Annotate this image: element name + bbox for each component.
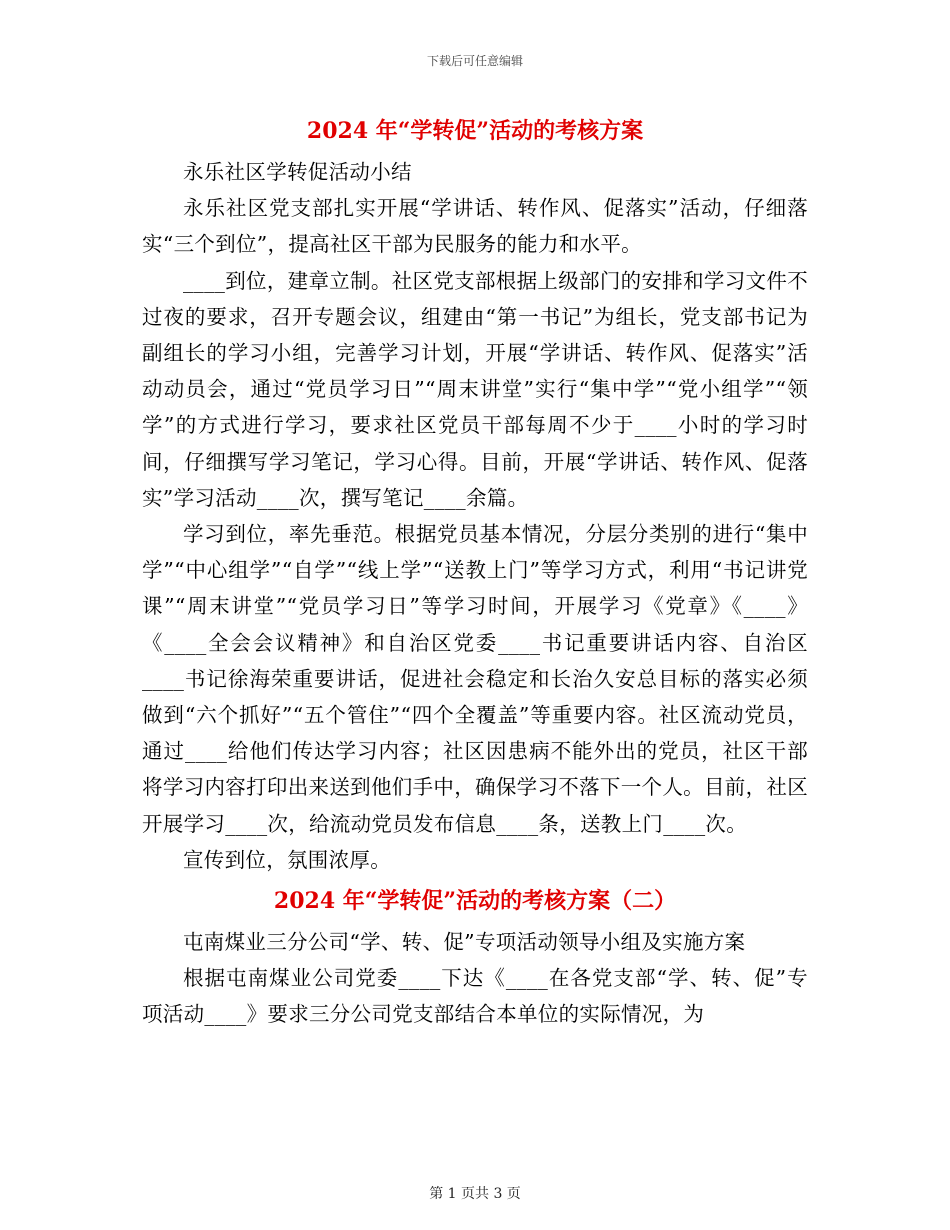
paragraph: 宣传到位，氛围浓厚。 xyxy=(183,847,391,872)
doc-title-2: 2024 年“学转促”活动的考核方案（二） xyxy=(273,888,677,915)
paragraph: 根据屯南煤业公司党委____下达《____在各党支部“学、转、促”专项活动____》要求三分公司党支部结合本单位的实际情况，为 xyxy=(142,966,808,1027)
page-footer: 第 1 页共 3 页 xyxy=(429,1186,521,1202)
paragraph: 永乐社区党支部扎实开展“学讲话、转作风、促落实”活动，仔细落实“三个到位”，提高社区干部为民服务的能力和水平。 xyxy=(142,196,808,257)
document-body xyxy=(142,108,808,1033)
paragraph: 学习到位，率先垂范。根据党员基本情况，分层分类别的进行“集中学”“中心组学”“自学”“线上学”“送教上门”等学习方式，利用“书记讲党课”“周末讲堂”“党员学习日”等学习时间，开展学习《党章》《____》《____全会会议精神》和自治区党委____书记重要讲话内容、自治区____书记徐海荣重要讲话，促进社会稳定和长治久安总目标的落实必须做到“六个抓好”“五个管住”“四个全覆盖”等重要内容。社区流动党员，通过____给他们传达学习内容；社区因患病不能外出的党员，社区干部将学习内容打印出来送到他们手中，确保学习不落下一个人。目前，社区开展学习____次，给流动党员发布信息____条，送教上门____次。 xyxy=(142,522,808,836)
paragraph: ____到位，建章立制。社区党支部根据上级部门的安排和学习文件不过夜的要求，召开专题会议，组建由“第一书记”为组长，党支部书记为副组长的学习小组，完善学习计划，开展“学讲话、转作风、促落实”活动动员会，通过“党员学习日”“周末讲堂”实行“集中学”“党小组学”“领学”的方式进行学习，要求社区党员干部每周不少于____小时的学习时间，仔细撰写学习笔记，学习心得。目前，开展“学讲话、转作风、促落实”学习活动____次，撰写笔记____余篇。 xyxy=(142,268,808,510)
page-header: 下载后可任意编辑 xyxy=(426,54,523,68)
doc-title-1: 2024 年“学转促”活动的考核方案 xyxy=(306,118,644,144)
paragraph: 永乐社区学转促活动小结 xyxy=(183,160,412,184)
paragraph: 屯南煤业三分公司“学、转、促”专项活动领导小组及实施方案 xyxy=(183,930,746,955)
